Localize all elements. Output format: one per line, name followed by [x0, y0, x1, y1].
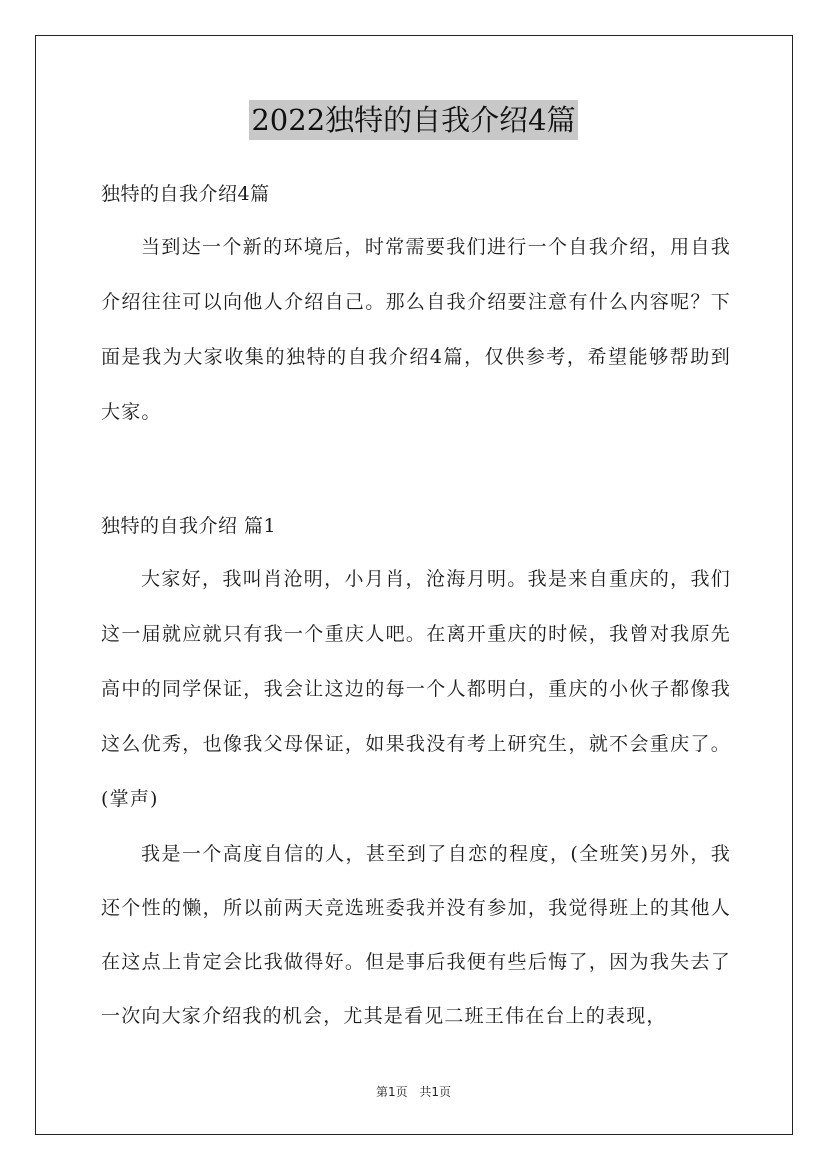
section-spacer [101, 440, 731, 500]
document-title: 2022独特的自我介绍4篇 [249, 100, 577, 140]
body-paragraph: 大家好，我叫肖沧明，小月肖，沧海月明。我是来自重庆的，我们这一届就应就只有我一个重庆人吧。在离开重庆的时候，我曾对我原先高中的同学保证，我会让这边的每一个人都明白，重庆的小伙子都像我这么优秀，也像我父母保证，如果我没有考上研究生，就不会重庆了。(掌声) [101, 568, 731, 810]
intro-paragraph: 当到达一个新的环境后，时常需要我们进行一个自我介绍，用自我介绍往往可以向他人介绍自己。那么自我介绍要注意有什么内容呢？下面是我为大家收集的独特的自我介绍4篇，仅供参考，希望能够帮助到大家。 [101, 236, 731, 423]
document-body [101, 168, 731, 1043]
subtitle: 独特的自我介绍4篇 [101, 183, 270, 205]
section-heading: 独特的自我介绍 篇1 [101, 515, 277, 537]
body-paragraph: 我是一个高度自信的人，甚至到了自恋的程度，(全班笑)另外，我还个性的懒，所以前两天竞选班委我并没有参加，我觉得班上的其他人在这点上肯定会比我做得好。但是事后我便有些后悔了，因为我失去了一次向大家介绍我的机会，尤其是看见二班王伟在台上的表现， [101, 843, 731, 1027]
page-total: 共1页 [419, 1085, 452, 1099]
title-container [0, 100, 827, 140]
page-number: 第1页 [375, 1085, 408, 1099]
page-footer [0, 1083, 827, 1100]
